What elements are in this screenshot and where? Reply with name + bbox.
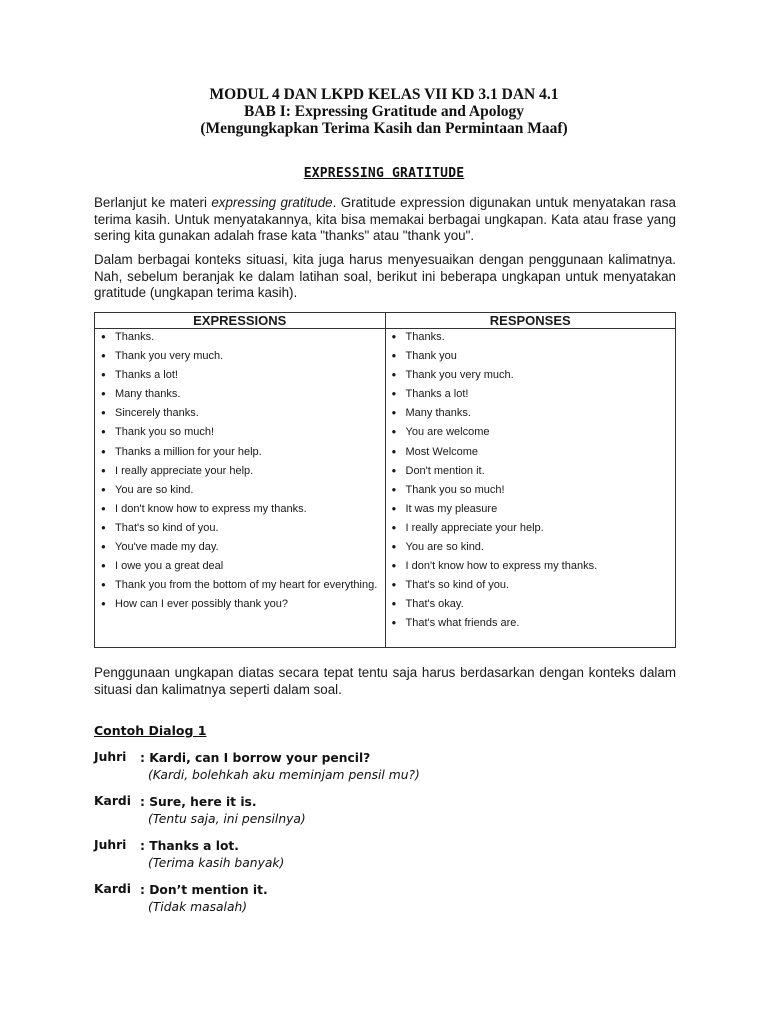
list-item: ● I really appreciate your help. bbox=[392, 522, 676, 535]
context-paragraph: Dalam berbagai konteks situasi, kita juga harus menyesuaikan dengan penggunaan kalimatnya. Nah, sebelum beranjak ke dalam latihan soal, berikut ini beberapa ungkapan untuk menyatakan gratitude (ungkapan terima kasih). bbox=[94, 252, 676, 300]
list-item: ● You are welcome bbox=[392, 426, 676, 439]
dialog-speaker: Juhri bbox=[94, 750, 127, 764]
dialog-speaker: Kardi bbox=[94, 794, 131, 808]
list-item: ● Thanks. bbox=[392, 331, 676, 344]
list-item: ● That's okay. bbox=[392, 598, 676, 611]
list-item: ● Many thanks. bbox=[392, 407, 676, 420]
intro-paragraph-italic: expressing gratitude bbox=[211, 195, 333, 210]
dialog-turn bbox=[94, 882, 676, 916]
dialog-title: Contoh Dialog 1 bbox=[94, 723, 207, 738]
header-line-1: MODUL 4 DAN LKPD KELAS VII KD 3.1 DAN 4.1 bbox=[209, 86, 559, 103]
intro-paragraph-start: Berlanjut ke materi bbox=[94, 195, 212, 210]
table-header-row bbox=[95, 313, 676, 329]
responses-list bbox=[386, 331, 676, 630]
list-item: ● You've made my day. bbox=[101, 541, 385, 554]
list-item: ● Thank you from the bottom of my heart for everything. bbox=[101, 579, 385, 592]
dialog-translation: (Terima kasih banyak) bbox=[148, 856, 285, 870]
dialog-line bbox=[140, 750, 676, 784]
list-item: ● That's what friends are. bbox=[392, 617, 676, 630]
list-item: ● You are so kind. bbox=[392, 541, 676, 554]
list-item: ● That's so kind of you. bbox=[101, 522, 385, 535]
list-item: ● Thanks a lot! bbox=[101, 369, 385, 382]
list-item: ● Sincerely thanks. bbox=[101, 407, 385, 420]
list-item: ● Don't mention it. bbox=[392, 465, 676, 478]
list-item: ● Thank you very much. bbox=[101, 350, 385, 363]
dialog-line bbox=[140, 794, 676, 828]
list-item: ● Thanks a lot! bbox=[392, 388, 676, 401]
usage-paragraph: Penggunaan ungkapan diatas secara tepat tentu saja harus berdasarkan dengan konteks dalam situasi dan kalimatnya seperti dalam soal. bbox=[94, 665, 676, 697]
dialog-line bbox=[140, 882, 676, 916]
list-item: ● It was my pleasure bbox=[392, 503, 676, 516]
section-title: EXPRESSING GRATITUDE bbox=[303, 166, 465, 181]
intro-paragraph bbox=[94, 195, 676, 245]
responses-cell bbox=[385, 329, 676, 648]
list-item: ● Thanks. bbox=[101, 331, 385, 344]
list-item: ● Thank you bbox=[392, 350, 676, 363]
dialog-utterance: : Kardi, can I borrow your pencil? bbox=[140, 751, 371, 765]
module-header bbox=[0, 86, 768, 137]
dialog-line bbox=[140, 838, 676, 872]
dialog-turn bbox=[94, 750, 676, 784]
list-item: ● How can I ever possibly thank you? bbox=[101, 598, 385, 611]
list-item: ● I don't know how to express my thanks. bbox=[101, 503, 385, 516]
dialog-utterance: : Sure, here it is. bbox=[140, 795, 257, 809]
list-item: ● You are so kind. bbox=[101, 484, 385, 497]
list-item: ● I really appreciate your help. bbox=[101, 465, 385, 478]
list-item: ● Thanks a million for your help. bbox=[101, 446, 385, 459]
gratitude-table bbox=[94, 312, 676, 648]
dialog-block bbox=[94, 750, 676, 926]
dialog-speaker: Juhri bbox=[94, 838, 127, 852]
list-item: ● Thank you so much! bbox=[101, 426, 385, 439]
expressions-cell bbox=[95, 329, 386, 648]
dialog-utterance: : Don’t mention it. bbox=[140, 883, 268, 897]
responses-header: RESPONSES bbox=[385, 313, 676, 329]
dialog-translation: (Tidak masalah) bbox=[148, 900, 248, 914]
expressions-list bbox=[95, 331, 385, 611]
list-item: ● Many thanks. bbox=[101, 388, 385, 401]
dialog-turn bbox=[94, 838, 676, 872]
dialog-translation: (Kardi, bolehkah aku meminjam pensil mu?) bbox=[148, 768, 420, 782]
list-item: ● That's so kind of you. bbox=[392, 579, 676, 592]
dialog-speaker: Kardi bbox=[94, 882, 131, 896]
list-item: ● I don't know how to express my thanks. bbox=[392, 560, 676, 573]
table-body-row bbox=[95, 329, 676, 648]
dialog-translation: (Tentu saja, ini pensilnya) bbox=[148, 812, 306, 826]
dialog-utterance: : Thanks a lot. bbox=[140, 839, 239, 853]
header-line-2: BAB I: Expressing Gratitude and Apology bbox=[243, 103, 525, 120]
header-line-3: (Mengungkapkan Terima Kasih dan Permintaan Maaf) bbox=[200, 120, 568, 137]
intro-paragraph-rest: . Gratitude expression digunakan untuk menyatakan rasa terima kasih. Untuk menyatakannya, kita bisa memakai berbagai ungkapan. Kata atau frase yang sering kita gunakan adalah frase kata "thanks" atau "thank you". bbox=[94, 195, 676, 243]
dialog-turn bbox=[94, 794, 676, 828]
list-item: ● I owe you a great deal bbox=[101, 560, 385, 573]
list-item: ● Thank you so much! bbox=[392, 484, 676, 497]
list-item: ● Thank you very much. bbox=[392, 369, 676, 382]
list-item: ● Most Welcome bbox=[392, 446, 676, 459]
expressions-header: EXPRESSIONS bbox=[95, 313, 386, 329]
